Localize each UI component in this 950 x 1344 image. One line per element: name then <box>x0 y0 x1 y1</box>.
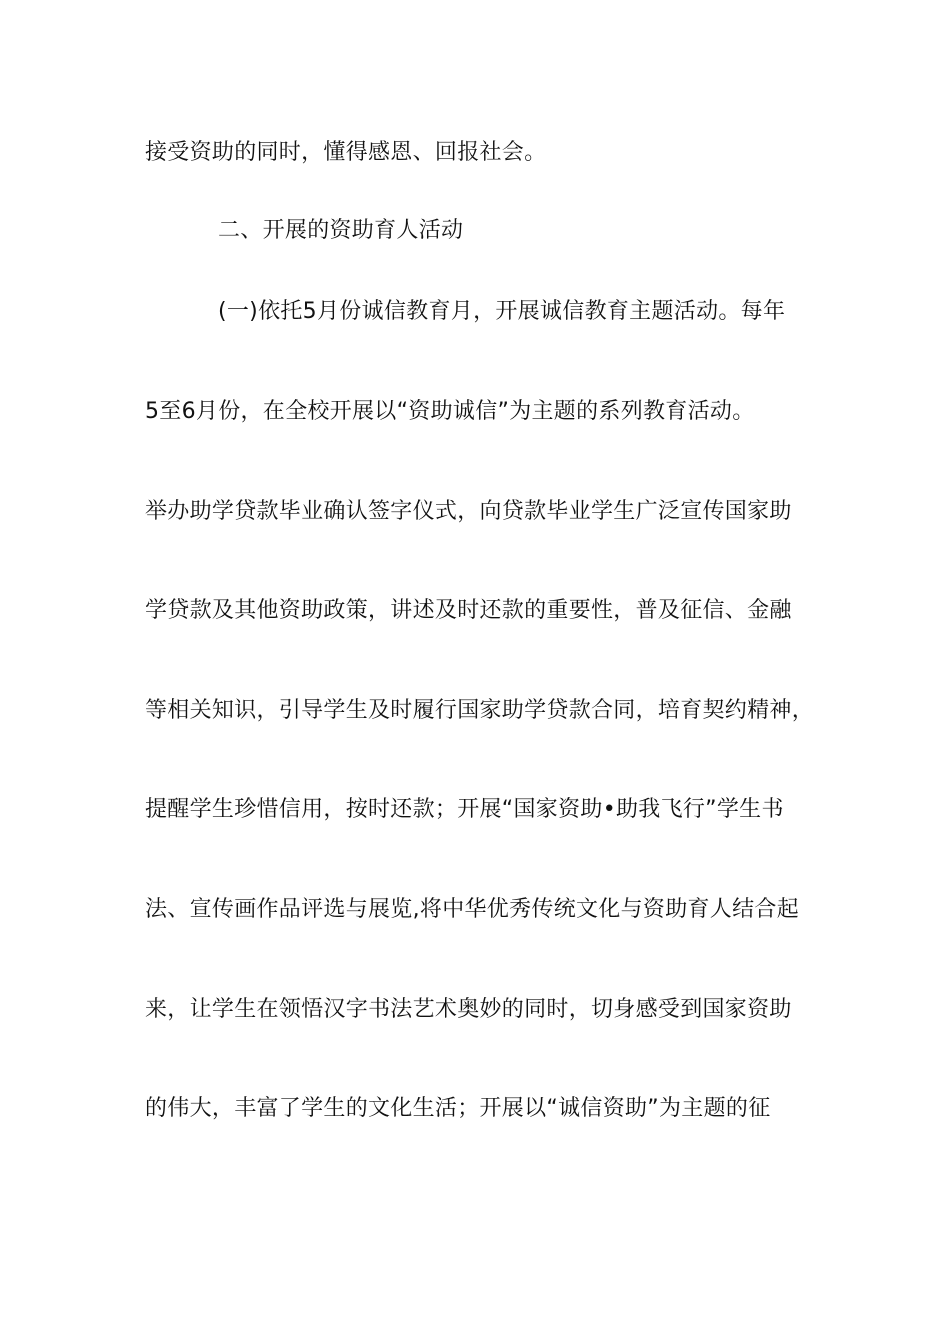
paragraph-line: 来，让学生在领悟汉字书法艺术奥妙的同时，切身感受到国家资助 <box>145 997 792 1022</box>
paragraph-line: 等相关知识，引导学生及时履行国家助学贷款合同，培育契约精神， <box>145 698 815 723</box>
paragraph-line: 法、宣传画作品评选与展览,将中华优秀传统文化与资助育人结合起 <box>145 897 799 922</box>
paragraph-line: (一)依托5月份诚信教育月，开展诚信教育主题活动。每年 <box>218 299 786 324</box>
section-heading: 二、开展的资助育人活动 <box>218 218 464 243</box>
paragraph-line: 的伟大，丰富了学生的文化生活；开展以“诚信资助”为主题的征 <box>145 1096 771 1121</box>
paragraph-line: 举办助学贷款毕业确认签字仪式，向贷款毕业学生广泛宣传国家助 <box>145 499 792 524</box>
paragraph-line: 接受资助的同时，懂得感恩、回报社会。 <box>145 140 547 165</box>
paragraph-line: 学贷款及其他资助政策，讲述及时还款的重要性，普及征信、金融 <box>145 598 792 623</box>
paragraph-line: 提醒学生珍惜信用，按时还款；开展“国家资助•助我飞行”学生书 <box>145 797 784 822</box>
paragraph-line: 5至6月份，在全校开展以“资助诚信”为主题的系列教育活动。 <box>145 399 755 424</box>
